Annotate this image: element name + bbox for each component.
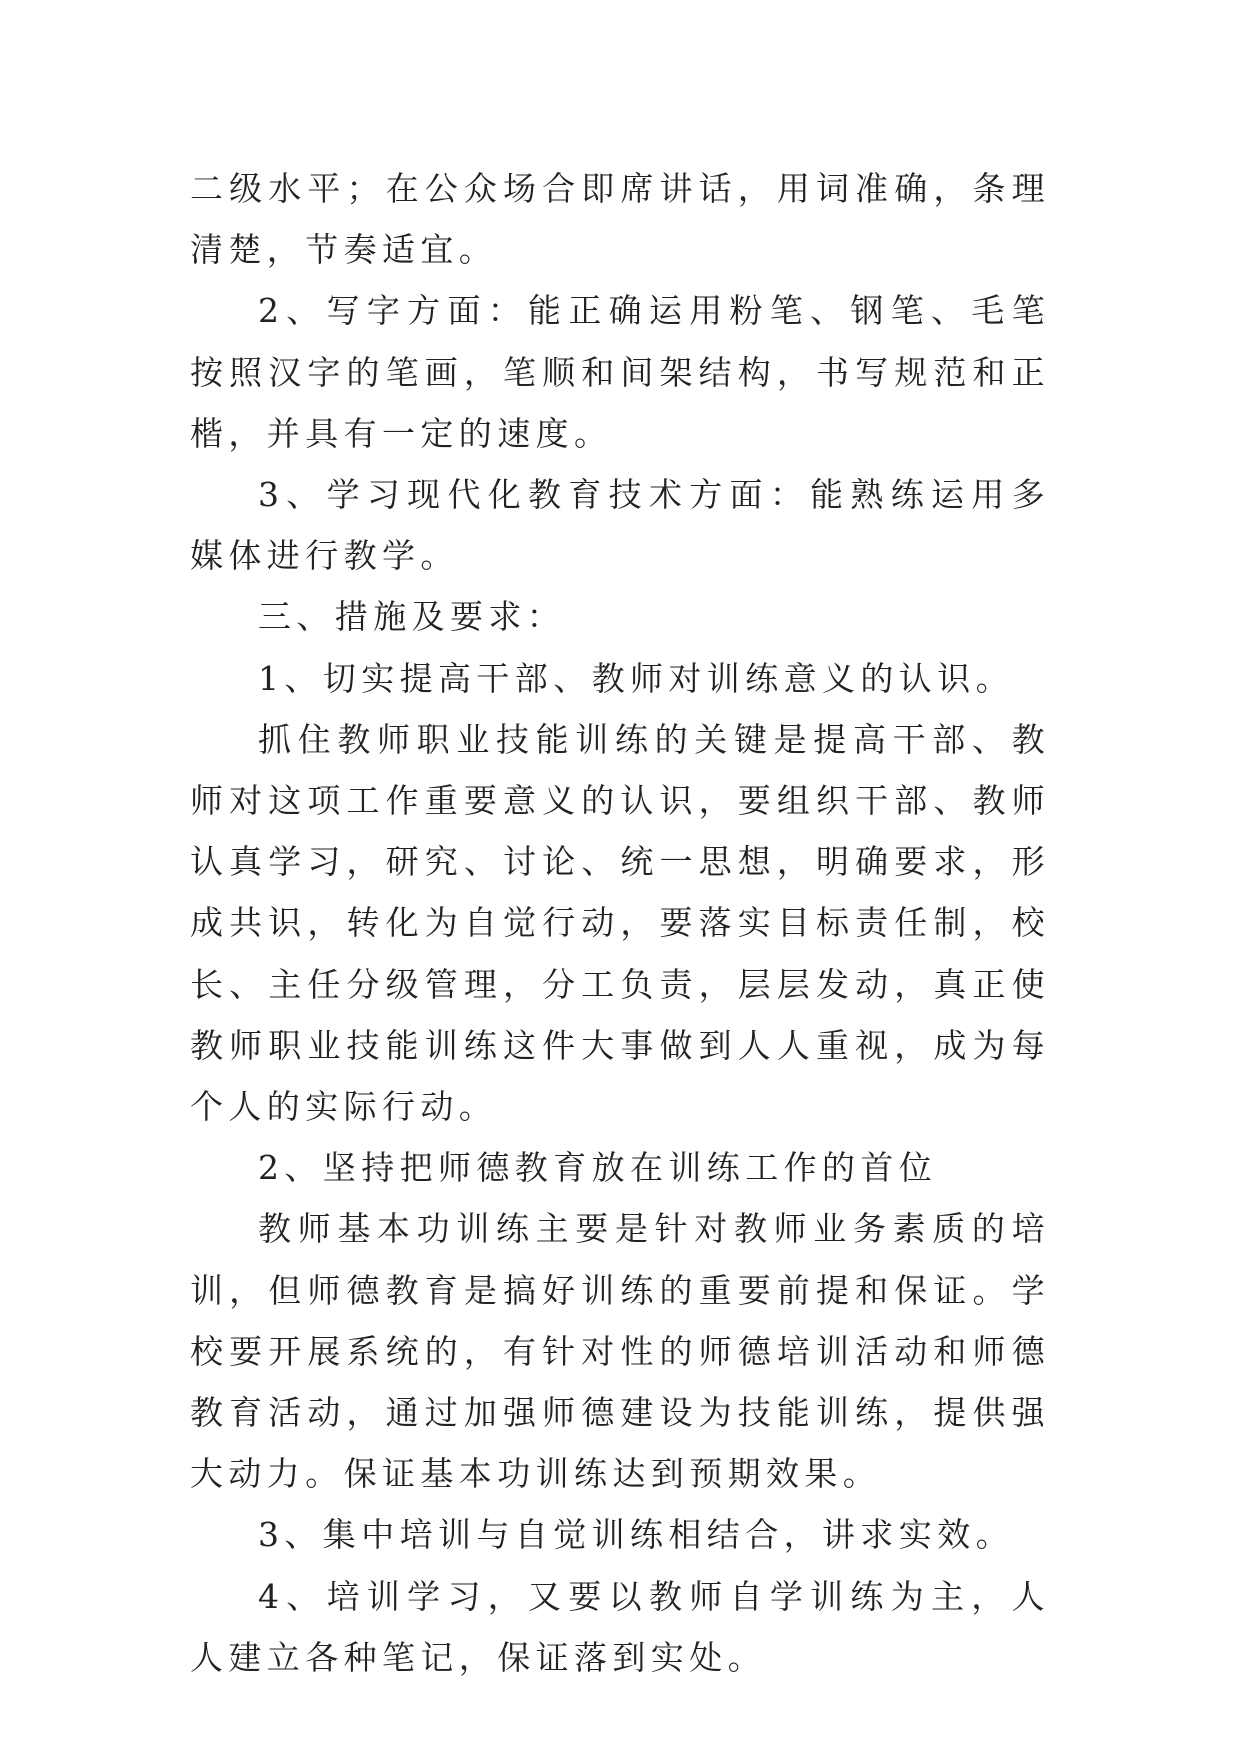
paragraph-writing-skills: 2、写字方面：能正确运用粉笔、钢笔、毛笔按照汉字的笔画，笔顺和间架结构，书写规范和正楷，并具有一定的速度。 <box>190 291 1050 453</box>
section-heading-measures: 三、措施及要求： <box>258 597 566 637</box>
paragraph-training-key: 抓住教师职业技能训练的关键是提高干部、教师对这项工作重要意义的认识，要组织干部、教师认真学习，研究、讨论、统一思想，明确要求，形成共识，转化为自觉行动，要落实目标责任制，校长、主任分级管理，分工负责，层层发动，真正使教师职业技能训练这件大事做到人人重视，成为每个人的实际行动。 <box>190 719 1050 1127</box>
paragraph-teacher-ethics: 教师基本功训练主要是针对教师业务素质的培训，但师德教育是搞好训练的重要前提和保证。学校要开展系统的，有针对性的师德培训活动和师德教育活动，通过加强师德建设为技能训练，提供强大动力。保证基本功训练达到预期效果。 <box>190 1209 1050 1494</box>
item-2-heading: 2、坚持把师德教育放在训练工作的首位 <box>258 1148 938 1188</box>
item-3-heading: 3、集中培训与自觉训练相结合，讲求实效。 <box>258 1515 1014 1555</box>
paragraph-education-technology: 3、学习现代化教育技术方面：能熟练运用多媒体进行教学。 <box>190 475 1050 576</box>
paragraph-continuation: 二级水平；在公众场合即席讲话，用词准确，条理清楚，节奏适宜。 <box>190 169 1050 270</box>
item-4-paragraph: 4、培训学习，又要以教师自学训练为主，人人建立各种笔记，保证落到实处。 <box>190 1576 1050 1677</box>
document-body <box>190 158 1050 1688</box>
item-1-heading: 1、切实提高干部、教师对训练意义的认识。 <box>258 658 1014 698</box>
